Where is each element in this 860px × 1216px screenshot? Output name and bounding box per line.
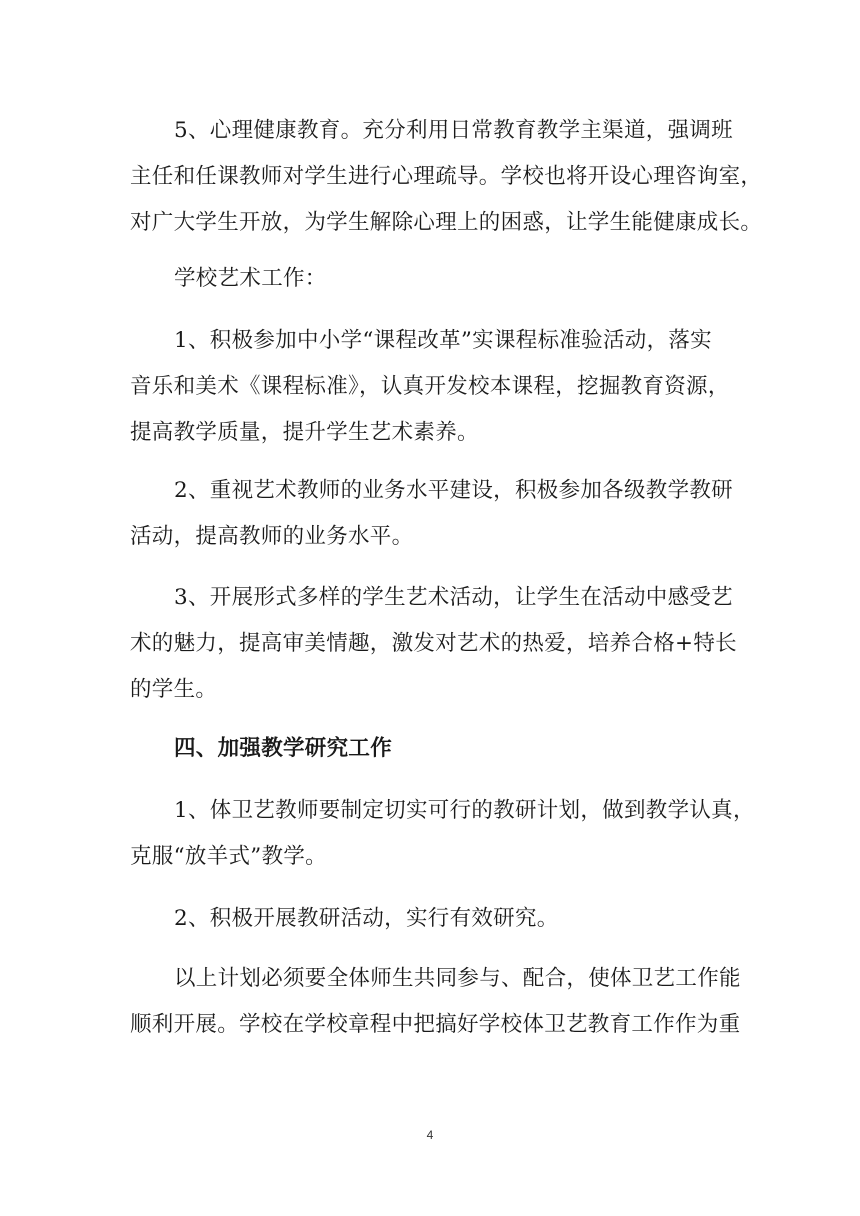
text-line: 以上计划必须要全体师生共同参与、配合，使体卫艺工作能 [174,966,741,991]
paragraph-research-item-2 [130,896,740,942]
text-line: 2、重视艺术教师的业务水平建设，积极参加各级教学教研 [174,478,733,503]
paragraph-art-item-2 [130,468,740,560]
text-line: 克服“放羊式”教学。 [130,844,327,869]
paragraph-art-work-title [130,256,740,302]
text-line: 音乐和美术《课程标准》，认真开发校本课程，挖掘教育资源， [130,374,730,399]
text-line: 2、积极开展教研活动，实行有效研究。 [174,906,559,931]
paragraph-mental-health [130,108,763,246]
text-line: 主任和任课教师对学生进行心理疏导。学校也将开设心理咨询室， [130,164,763,189]
text-line: 5、心理健康教育。充分利用日常教育教学主渠道，强调班 [174,118,733,143]
text-line: 术的魅力，提高审美情趣，激发对艺术的热爱，培养合格+特长 [130,631,737,656]
paragraph-conclusion [130,956,740,1048]
heading-research: 四、加强教学研究工作 [174,736,393,761]
text-line: 1、体卫艺教师要制定切实可行的教研计划，做到教学认真， [174,798,755,823]
paragraph-research-item-1 [130,788,755,880]
paragraph-art-item-3 [130,575,740,713]
paragraph-art-item-1 [130,318,740,456]
text-line: 3、开展形式多样的学生艺术活动，让学生在活动中感受艺 [174,585,733,610]
text-line: 顺利开展。学校在学校章程中把搞好学校体卫艺教育工作作为重 [130,1012,741,1037]
text-line: 对广大学生开放，为学生解除心理上的困惑，让学生能健康成长。 [130,210,763,235]
text-line: 提高教学质量，提升学生艺术素养。 [130,420,479,445]
section-heading [130,726,740,772]
text-line: 1、积极参加中小学“课程改革”实课程标准验活动，落实 [174,328,712,353]
text-line: 的学生。 [130,677,218,702]
text-line: 活动，提高教师的业务水平。 [130,524,414,549]
page-number: 4 [426,1128,434,1142]
text-line: 学校艺术工作： [174,266,327,291]
